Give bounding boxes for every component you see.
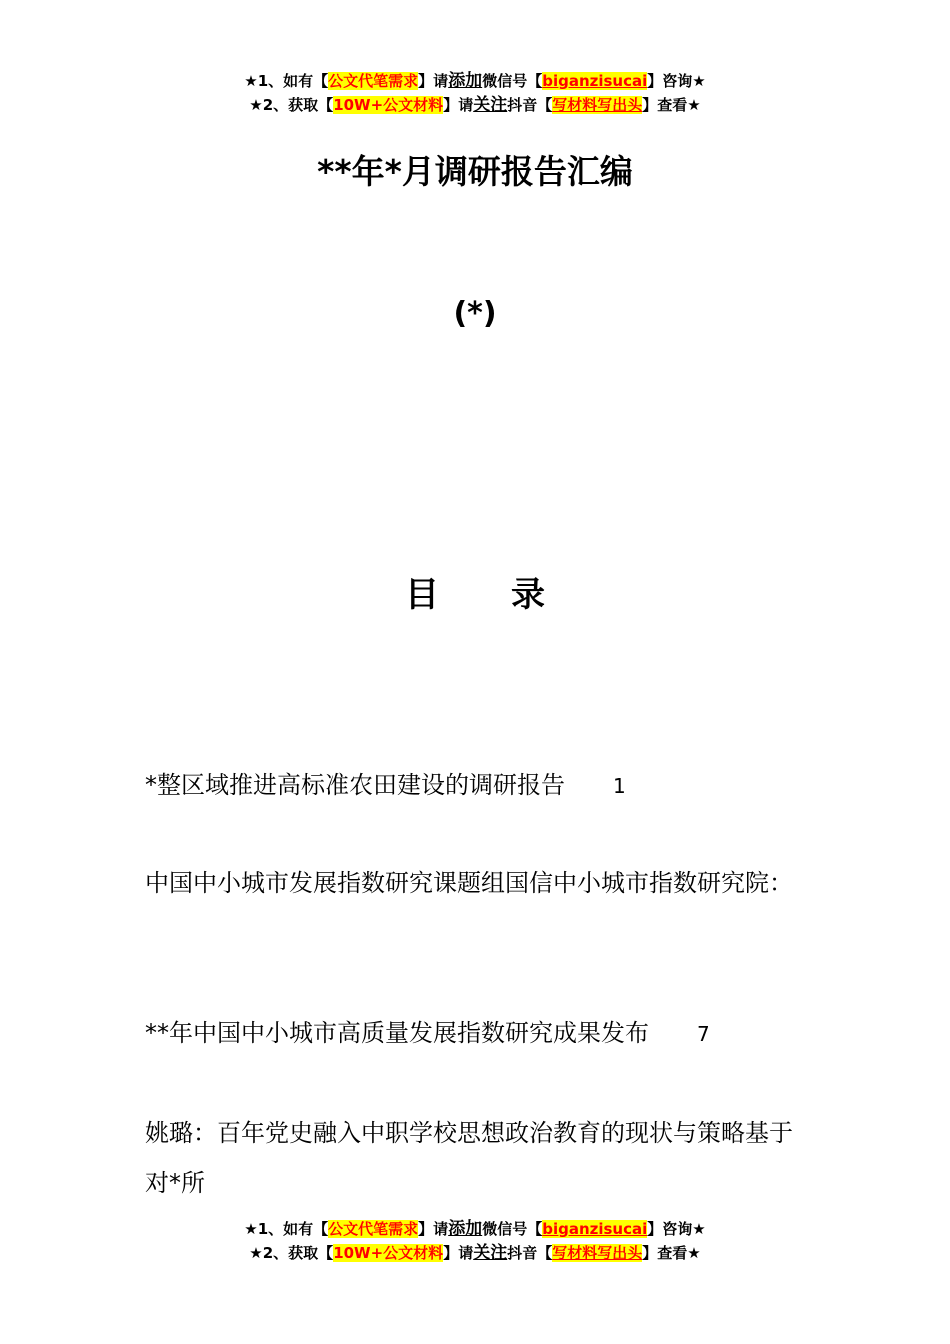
promo-emphasis: 关注 [473, 1243, 508, 1263]
toc-heading: 目录 [405, 575, 617, 615]
promo-line-1 [0, 69, 950, 93]
promo-text: 抖音【 [507, 1244, 553, 1262]
promo-highlight: 公文代笔需求 [328, 1220, 419, 1238]
promo-highlight: 10W+公文材料 [333, 96, 444, 114]
promo-text: 微信号【 [482, 1220, 543, 1238]
promo-text: 】请 [443, 96, 474, 114]
promo-text: ★2、获取【 [249, 1244, 334, 1262]
promo-text: 】咨询★ [647, 1220, 706, 1238]
douyin-id-link[interactable]: 写材料写出头 [552, 96, 643, 114]
promo-text: 】请 [443, 1244, 474, 1262]
toc-entry[interactable] [145, 760, 810, 811]
toc-page-number: 1 [613, 774, 626, 798]
promo-highlight: 10W+公文材料 [333, 1244, 444, 1262]
toc-entry-title: **年中国中小城市高质量发展指数研究成果发布 [145, 1019, 649, 1047]
promo-text: 】查看★ [642, 96, 701, 114]
promo-line-2 [0, 1241, 950, 1265]
toc-entry-title: 中国中小城市发展指数研究课题组国信中小城市指数研究院： [145, 869, 793, 897]
promo-emphasis: 添加 [448, 1219, 483, 1239]
promo-line-1 [0, 1217, 950, 1241]
promo-line-2 [0, 93, 950, 117]
promo-text: 微信号【 [482, 72, 543, 90]
volume-label: (*) [453, 296, 497, 331]
toc-entry-title: 姚璐：百年党史融入中职学校思想政治教育的现状与策略基于对*所 [145, 1119, 793, 1197]
toc-entry[interactable] [145, 858, 810, 908]
promo-text: ★1、如有【 [244, 1220, 329, 1238]
douyin-id-link[interactable]: 写材料写出头 [552, 1244, 643, 1262]
promo-text: ★2、获取【 [249, 96, 334, 114]
promo-text: 】查看★ [642, 1244, 701, 1262]
promo-emphasis: 关注 [473, 95, 508, 115]
wechat-id-link[interactable]: biganzisucai [542, 72, 648, 90]
document-title: **年*月调研报告汇编 [317, 152, 633, 191]
toc-entry[interactable] [145, 1008, 810, 1059]
toc-page-number: 7 [697, 1022, 710, 1046]
promo-text: 抖音【 [507, 96, 553, 114]
promo-text: 】请 [418, 72, 449, 90]
toc-entry-title: *整区域推进高标准农田建设的调研报告 [145, 771, 565, 799]
promo-banner-bottom [0, 1217, 950, 1265]
wechat-id-link[interactable]: biganzisucai [542, 1220, 648, 1238]
promo-text: 】请 [418, 1220, 449, 1238]
promo-highlight: 公文代笔需求 [328, 72, 419, 90]
toc-entry[interactable] [145, 1108, 810, 1208]
promo-text: 】咨询★ [647, 72, 706, 90]
promo-emphasis: 添加 [448, 71, 483, 91]
promo-text: ★1、如有【 [244, 72, 329, 90]
promo-banner-top [0, 69, 950, 117]
